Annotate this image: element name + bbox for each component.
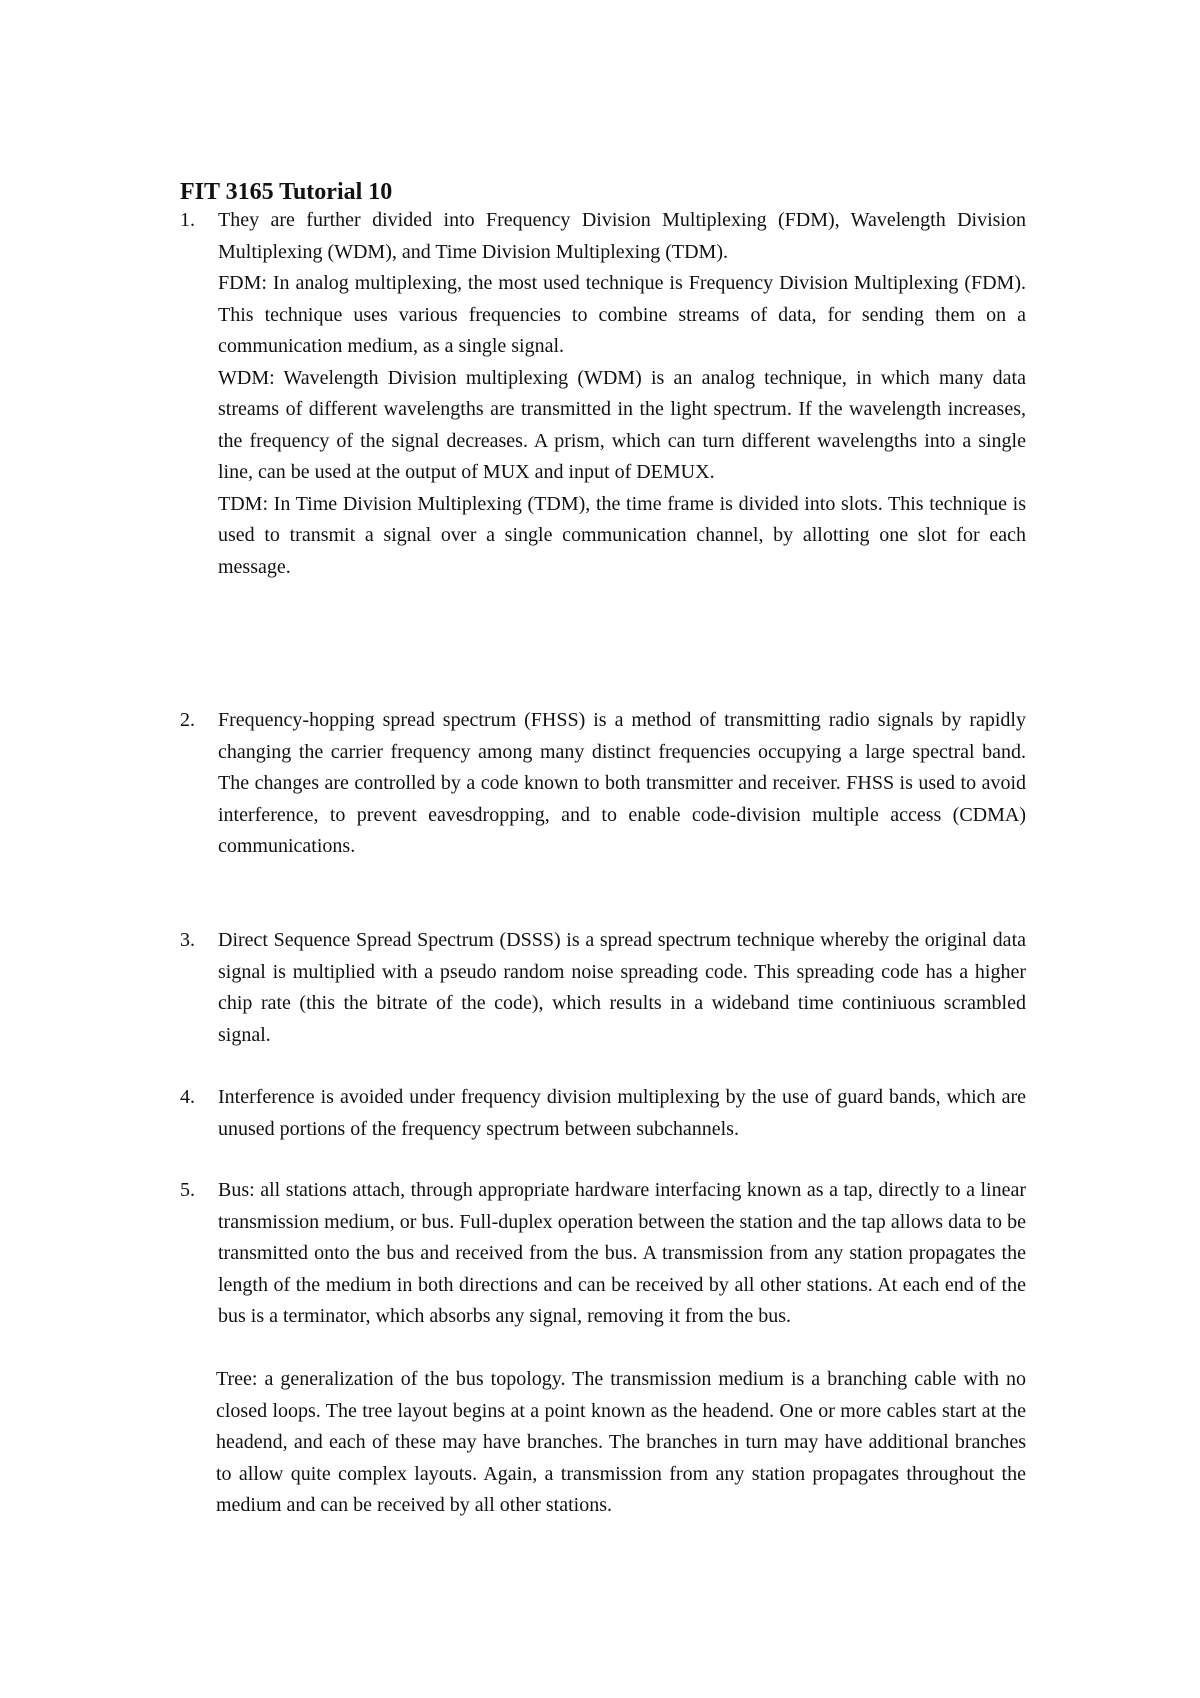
item-number-5: 5. [180,1179,195,1201]
item-number-3: 3. [180,929,195,951]
item-1-paragraph-wdm: WDM: Wavelength Division multiplexing (WDM) is an analog technique, in which many data streams of different wavelengths are transmitted in the light spectrum. If the wavelength increases, the frequency of the signal decreases. A prism, which can turn different wavelengths into a single line, can be used at the output of MUX and input of DEMUX. [218,366,1026,483]
answer-item-3 [218,925,1026,1051]
item-number-4: 4. [180,1086,195,1108]
item-number-1: 1. [180,209,195,231]
item-4-paragraph-1: Interference is avoided under frequency division multiplexing by the use of guard bands, which are unused portions of the frequency spectrum between subchannels. [218,1086,1026,1140]
answer-item-1 [218,205,1026,583]
answer-item-5 [218,1175,1026,1333]
item-1-paragraph-fdm: FDM: In analog multiplexing, the most used technique is Frequency Division Multiplexing (FDM). This technique uses various frequencies to combine streams of data, for sending them on a communication medium, as a single signal. [218,272,1026,357]
item-1-paragraph-1: They are further divided into Frequency Division Multiplexing (FDM), Wavelength Division Multiplexing (WDM), and Time Division Multiplexing (TDM). [218,209,1026,263]
item-2-paragraph-1: Frequency-hopping spread spectrum (FHSS) is a method of transmitting radio signals by rapidly changing the carrier frequency among many distinct frequencies occupying a large spectral band. The changes are controlled by a code known to both transmitter and receiver. FHSS is used to avoid interference, to prevent eavesdropping, and to enable code-division multiple access (CDMA) communications. [218,709,1026,857]
answer-item-2 [218,705,1026,863]
document-title: FIT 3165 Tutorial 10 [180,179,393,205]
answer-item-4 [218,1082,1026,1145]
item-5-paragraph-tree: Tree: a generalization of the bus topology. The transmission medium is a branching cable with no closed loops. The tree layout begins at a point known as the headend. One or more cables start at the headend, and each of these may have branches. The branches in turn may have additional branches to allow quite complex layouts. Again, a transmission from any station propagates throughout the medium and can be received by all other stations. [216,1368,1026,1516]
item-1-paragraph-tdm: TDM: In Time Division Multiplexing (TDM), the time frame is divided into slots. This technique is used to transmit a signal over a single communication channel, by allotting one slot for each message. [218,492,1026,578]
item-number-2: 2. [180,709,195,731]
item-5-paragraph-bus: Bus: all stations attach, through appropriate hardware interfacing known as a tap, directly to a linear transmission medium, or bus. Full-duplex operation between the station and the tap allows data to be transmitted onto the bus and received from the bus. A transmission from any station propagates the length of the medium in both directions and can be received by all other stations. At each end of the bus is a terminator, which absorbs any signal, removing it from the bus. [218,1179,1026,1327]
item-3-paragraph-1: Direct Sequence Spread Spectrum (DSSS) is a spread spectrum technique whereby the original data signal is multiplied with a pseudo random noise spreading code. This spreading code has a higher chip rate (this the bitrate of the code), which results in a wideband time continiuous scrambled signal. [218,929,1026,1046]
